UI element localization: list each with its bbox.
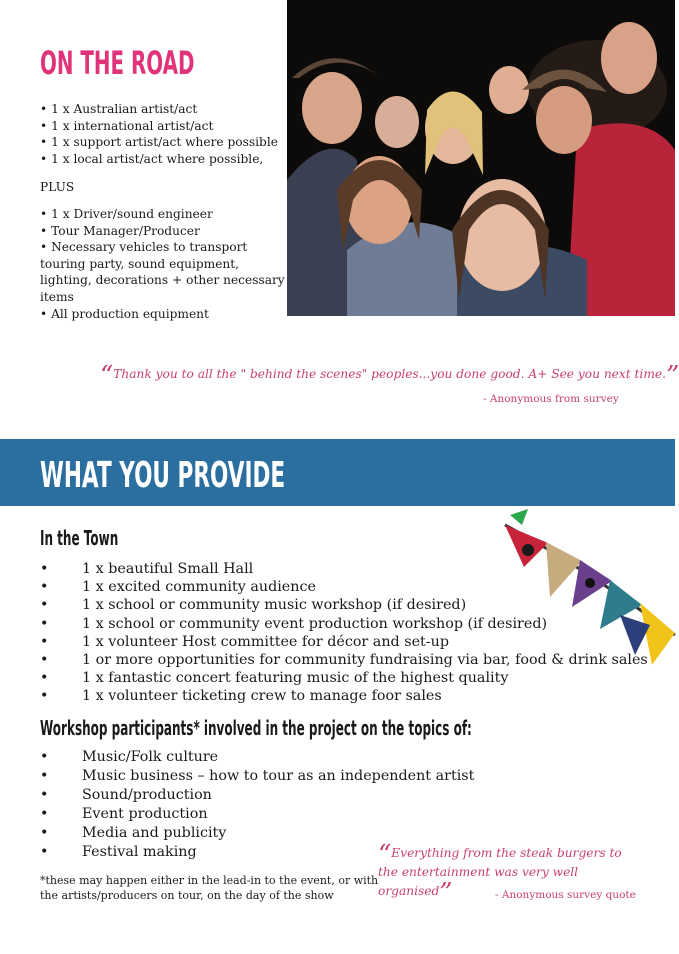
close-quote-icon: ”: [439, 878, 453, 908]
list-item: • 1 x Driver/sound engineer: [40, 206, 213, 221]
what-you-provide-title: WHAT YOU PROVIDE: [40, 455, 286, 496]
list-item: • 1 or more opportunities for community fundraising via bar, food & drink sales: [40, 652, 648, 669]
list-item: • 1 x local artist/act where possible,: [40, 151, 264, 166]
list-item: • Media and publicity: [40, 825, 227, 841]
list-item: • 1 x excited community audience: [40, 579, 316, 596]
on-the-road-title: ON THE ROAD: [40, 44, 195, 82]
close-quote-icon: ”: [665, 361, 679, 391]
list-item: • 1 x school or community music workshop (if desired): [40, 597, 467, 614]
list-item: • Tour Manager/Producer: [40, 223, 200, 238]
list-item: • Necessary vehicles to transport touring party, sound equipment, lighting, decorations + other necessary items: [40, 240, 285, 304]
bunting-decoration: [500, 505, 675, 680]
list-item: • 1 x Australian artist/act: [40, 102, 198, 116]
list-item: • All production equipment: [40, 306, 209, 321]
list-item: • 1 x beautiful Small Hall: [40, 561, 254, 577]
list-item: • 1 x volunteer Host committee for décor and set-up: [40, 633, 449, 650]
quote-1-text: Thank you to all the " behind the scenes" peoples...you done good. A+ See you next time.: [113, 367, 666, 381]
quote-1: [100, 361, 679, 391]
in-the-town-heading: In the Town: [40, 526, 119, 550]
list-item: • 1 x school or community event production workshop (if desired): [40, 615, 548, 632]
list-item: • 1 x fantastic concert featuring music of the highest quality: [40, 670, 509, 687]
quote-2-attribution: - Anonymous survey quote: [495, 889, 636, 901]
plus-label: PLUS: [40, 180, 75, 195]
on-the-road-list: [40, 101, 285, 322]
list-item: • Sound/production: [40, 787, 212, 803]
list-item: • 1 x international artist/act: [40, 118, 214, 133]
open-quote-icon: “: [100, 361, 114, 391]
list-item: • Event production: [40, 806, 208, 822]
open-quote-icon: “: [378, 840, 392, 870]
quote-2-text: Everything from the steak burgers to the entertainment was very well organised: [378, 846, 622, 898]
list-item: • Music business – how to tour as an independent artist: [40, 768, 475, 784]
quote-1-attribution: - Anonymous from survey: [483, 393, 619, 405]
list-item: • Festival making: [40, 844, 197, 860]
footnote: *these may happen either in the lead-in to the event, or with the artists/producers on tour, on the day of the show: [40, 874, 379, 902]
list-item: • Music/Folk culture: [40, 749, 219, 765]
group-photo: [287, 0, 675, 316]
list-item: • 1 x support artist/act where possible: [40, 135, 278, 150]
workshop-heading: Workshop participants* involved in the project on the topics of:: [40, 716, 472, 740]
list-item: • 1 x volunteer ticketing crew to manage foor sales: [40, 688, 442, 705]
